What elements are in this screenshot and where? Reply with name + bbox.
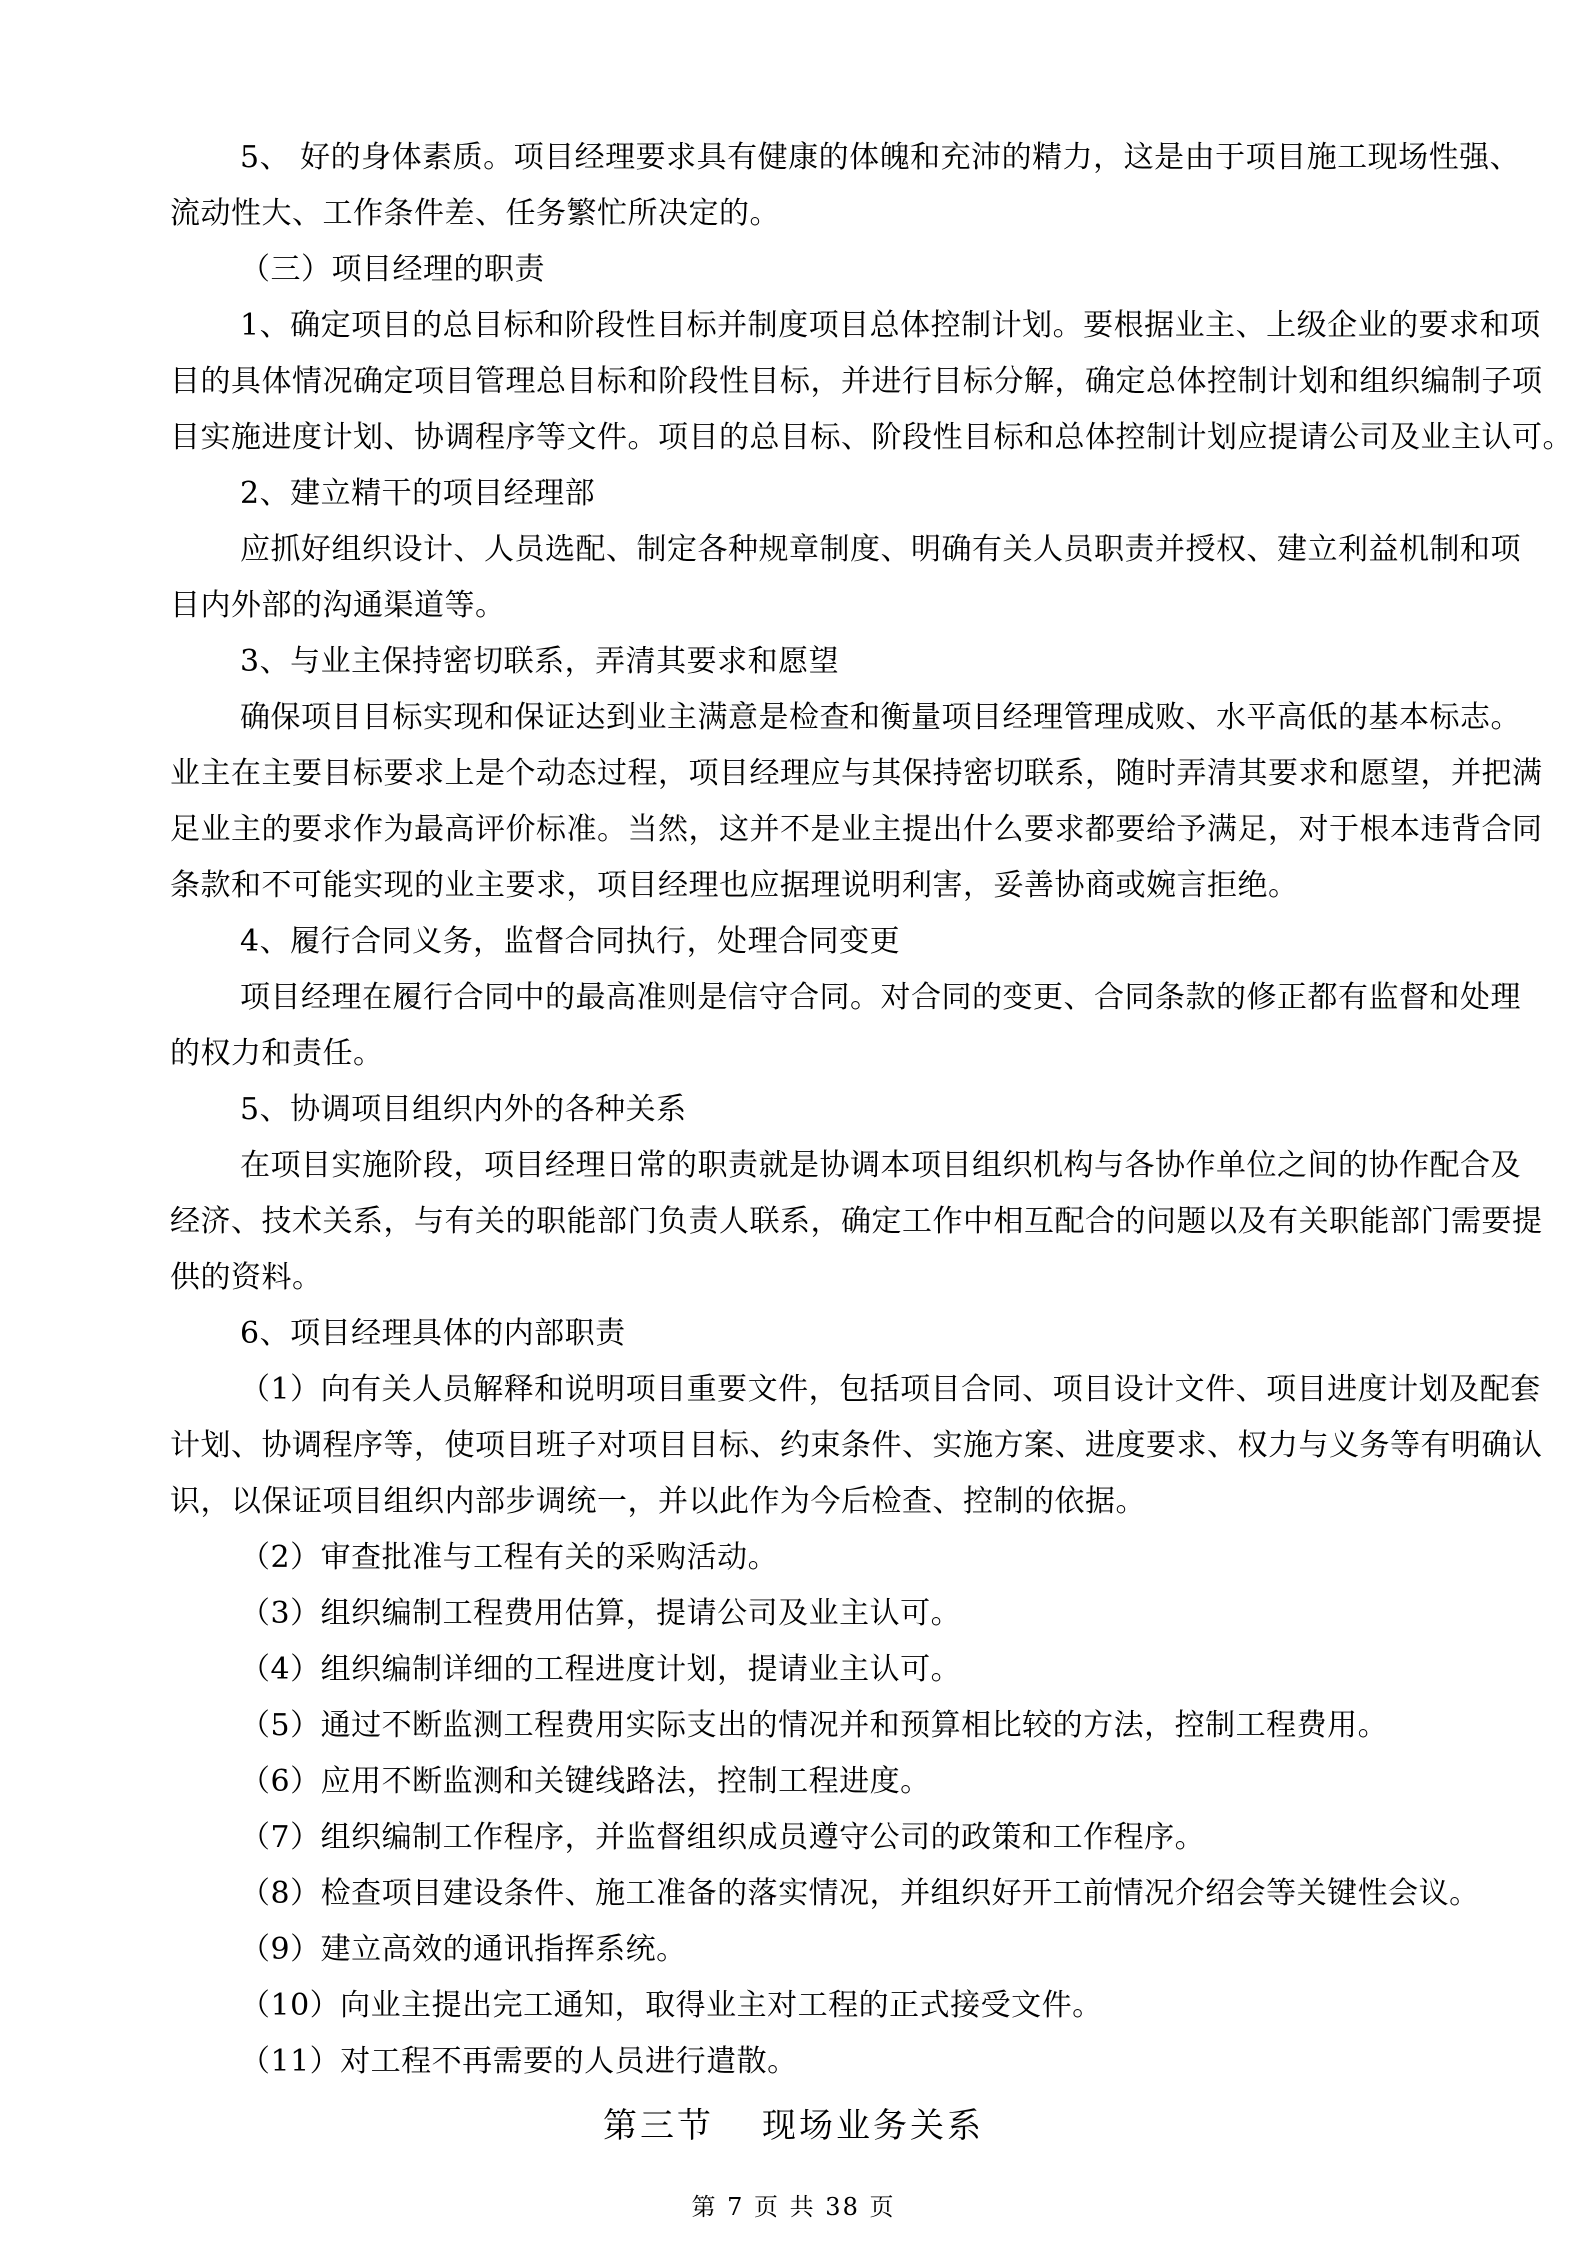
list-item: （11）对工程不再需要的人员进行遣散。 bbox=[240, 2044, 798, 2079]
numbered-item: 3、与业主保持密切联系，弄清其要求和愿望 bbox=[240, 644, 840, 679]
text-line: 识，以保证项目组织内部步调统一，并以此作为今后检查、控制的依据。 bbox=[170, 1484, 1146, 1519]
text-line: 目实施进度计划、协调程序等文件。项目的总目标、阶段性目标和总体控制计划应提请公司及业主认可。 bbox=[170, 420, 1573, 455]
section-title: 现场业务关系 bbox=[762, 2106, 984, 2146]
text-line: 经济、技术关系，与有关的职能部门负责人联系，确定工作中相互配合的问题以及有关职能部门需要提 bbox=[170, 1204, 1543, 1239]
numbered-item: 2、建立精干的项目经理部 bbox=[240, 476, 596, 511]
list-item: （1）向有关人员解释和说明项目重要文件，包括项目合同、项目设计文件、项目进度计划及配套 bbox=[240, 1372, 1541, 1407]
numbered-item: 4、履行合同义务，监督合同执行，处理合同变更 bbox=[240, 924, 901, 959]
text-line: 条款和不可能实现的业主要求，项目经理也应据理说明利害，妥善协商或婉言拒绝。 bbox=[170, 868, 1299, 903]
list-item: （2）审查批准与工程有关的采购活动。 bbox=[240, 1540, 779, 1575]
list-item: （6）应用不断监测和关键线路法，控制工程进度。 bbox=[240, 1764, 931, 1799]
section-heading bbox=[0, 2098, 1587, 2147]
text-line: 5、 好的身体素质。项目经理要求具有健康的体魄和充沛的精力，这是由于项目施工现场性强、 bbox=[240, 140, 1521, 175]
page-number: 第 7 页 共 38 页 bbox=[691, 2193, 896, 2221]
text-line: 的权力和责任。 bbox=[170, 1036, 384, 1071]
text-line: 足业主的要求作为最高评价标准。当然，这并不是业主提出什么要求都要给予满足，对于根本违背合同 bbox=[170, 812, 1543, 847]
text-line: 在项目实施阶段，项目经理日常的职责就是协调本项目组织机构与各协作单位之间的协作配合及 bbox=[240, 1148, 1521, 1183]
text-line: 流动性大、工作条件差、任务繁忙所决定的。 bbox=[170, 196, 780, 231]
list-item: （8）检查项目建设条件、施工准备的落实情况，并组织好开工前情况介绍会等关键性会议。 bbox=[240, 1876, 1480, 1911]
text-line: 供的资料。 bbox=[170, 1260, 323, 1295]
text-line: 应抓好组织设计、人员选配、制定各种规章制度、明确有关人员职责并授权、建立利益机制和项 bbox=[240, 532, 1521, 567]
list-item: （7）组织编制工作程序，并监督组织成员遵守公司的政策和工作程序。 bbox=[240, 1820, 1206, 1855]
text-line: 业主在主要目标要求上是个动态过程，项目经理应与其保持密切联系，随时弄清其要求和愿望，并把满 bbox=[170, 756, 1543, 791]
text-line: 目的具体情况确定项目管理总目标和阶段性目标，并进行目标分解，确定总体控制计划和组织编制子项 bbox=[170, 364, 1543, 399]
numbered-item: 5、协调项目组织内外的各种关系 bbox=[240, 1092, 687, 1127]
list-item: （10）向业主提出完工通知，取得业主对工程的正式接受文件。 bbox=[240, 1988, 1103, 2023]
document-body bbox=[170, 130, 1573, 2090]
list-item: （3）组织编制工程费用估算，提请公司及业主认可。 bbox=[240, 1596, 962, 1631]
text-line: 1、确定项目的总目标和阶段性目标并制度项目总体控制计划。要根据业主、上级企业的要求和项 bbox=[240, 308, 1541, 343]
subheading: （三）项目经理的职责 bbox=[240, 252, 545, 287]
text-line: 计划、协调程序等，使项目班子对项目目标、约束条件、实施方案、进度要求、权力与义务等有明确认 bbox=[170, 1428, 1543, 1463]
list-item: （9）建立高效的通讯指挥系统。 bbox=[240, 1932, 687, 1967]
text-line: 目内外部的沟通渠道等。 bbox=[170, 588, 506, 623]
list-item: （4）组织编制详细的工程进度计划，提请业主认可。 bbox=[240, 1652, 962, 1687]
text-line: 确保项目目标实现和保证达到业主满意是检查和衡量项目经理管理成败、水平高低的基本标志。 bbox=[240, 700, 1521, 735]
text-line: 项目经理在履行合同中的最高准则是信守合同。对合同的变更、合同条款的修正都有监督和处理 bbox=[240, 980, 1521, 1015]
section-number: 第三节 bbox=[603, 2106, 714, 2146]
list-item: （5）通过不断监测工程费用实际支出的情况并和预算相比较的方法，控制工程费用。 bbox=[240, 1708, 1389, 1743]
page-footer bbox=[0, 2187, 1587, 2222]
numbered-item: 6、项目经理具体的内部职责 bbox=[240, 1316, 626, 1351]
